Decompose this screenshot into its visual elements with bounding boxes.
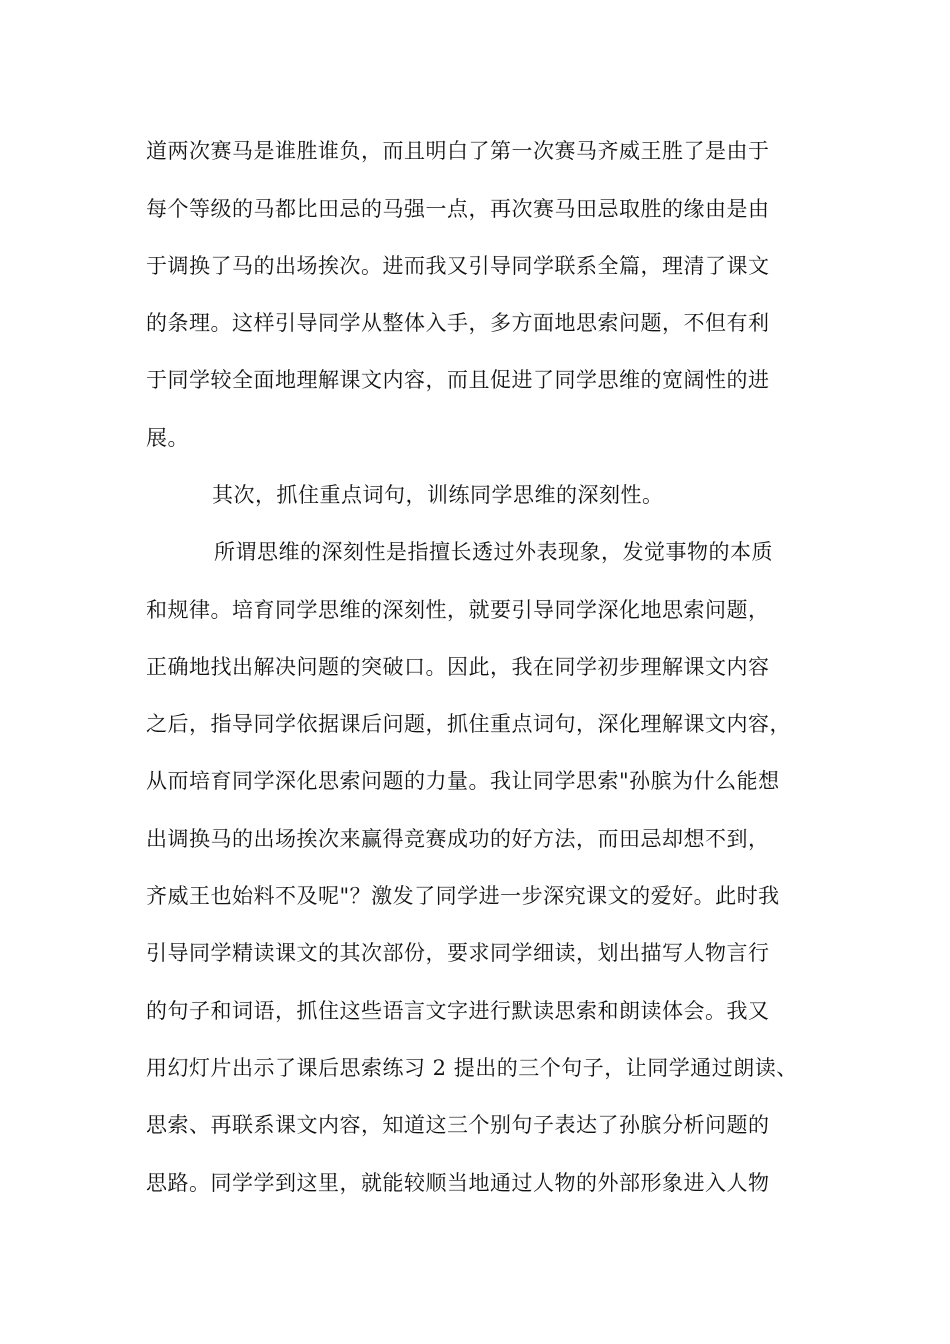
paragraph-1-line-2: 每个等级的马都比田忌的马强一点，再次赛马田忌取胜的缘由是由 (146, 197, 770, 221)
paragraph-3-line-9: 的句子和词语，抓住这些语言文字进行默读思索和朗读体会。我又 (146, 999, 770, 1023)
paragraph-3-line-4: 之后，指导同学依据课后问题，抓住重点词句，深化理解课文内容， (146, 712, 791, 736)
paragraph-3-line-6: 出调换马的出场挨次来赢得竞赛成功的好方法，而田忌却想不到， (146, 827, 770, 851)
paragraph-1-line-6: 展。 (146, 426, 189, 450)
paragraph-3-line-10: 用幻灯片出示了课后思索练习 2 提出的三个句子，让同学通过朗读、 (146, 1056, 798, 1080)
paragraph-3-line-8: 引导同学精读课文的其次部份，要求同学细读，划出描写人物言行 (146, 941, 770, 965)
paragraph-3-line-7: 齐威王也始料不及呢"？激发了同学进一步深究课文的爱好。此时我 (146, 884, 780, 908)
paragraph-3-line-3: 正确地找出解决问题的突破口。因此，我在同学初步理解课文内容 (146, 655, 770, 679)
paragraph-1-line-4: 的条理。这样引导同学从整体入手，多方面地思索问题，不但有利 (146, 311, 770, 335)
paragraph-3-line-12: 思路。同学学到这里，就能较顺当地通过人物的外部形象进入人物 (146, 1171, 770, 1195)
paragraph-2-heading: 其次，抓住重点词句，训练同学思维的深刻性。 (212, 483, 664, 507)
paragraph-3-line-5: 从而培育同学深化思索问题的力量。我让同学思索"孙膑为什么能想 (146, 769, 780, 793)
paragraph-3-line-2: 和规律。培育同学思维的深刻性，就要引导同学深化地思索问题， (146, 598, 770, 622)
paragraph-1-line-3: 于调换了马的出场挨次。进而我又引导同学联系全篇，理清了课文 (146, 254, 770, 278)
paragraph-1-line-1: 道两次赛马是谁胜谁负，而且明白了第一次赛马齐威王胜了是由于 (146, 139, 770, 163)
paragraph-1-line-5: 于同学较全面地理解课文内容，而且促进了同学思维的宽阔性的进 (146, 368, 770, 392)
paragraph-3-line-11: 思索、再联系课文内容，知道这三个别句子表达了孙膑分析问题的 (146, 1113, 770, 1137)
paragraph-3-line-1: 所谓思维的深刻性是指擅长透过外表现象，发觉事物的本质 (214, 540, 773, 564)
